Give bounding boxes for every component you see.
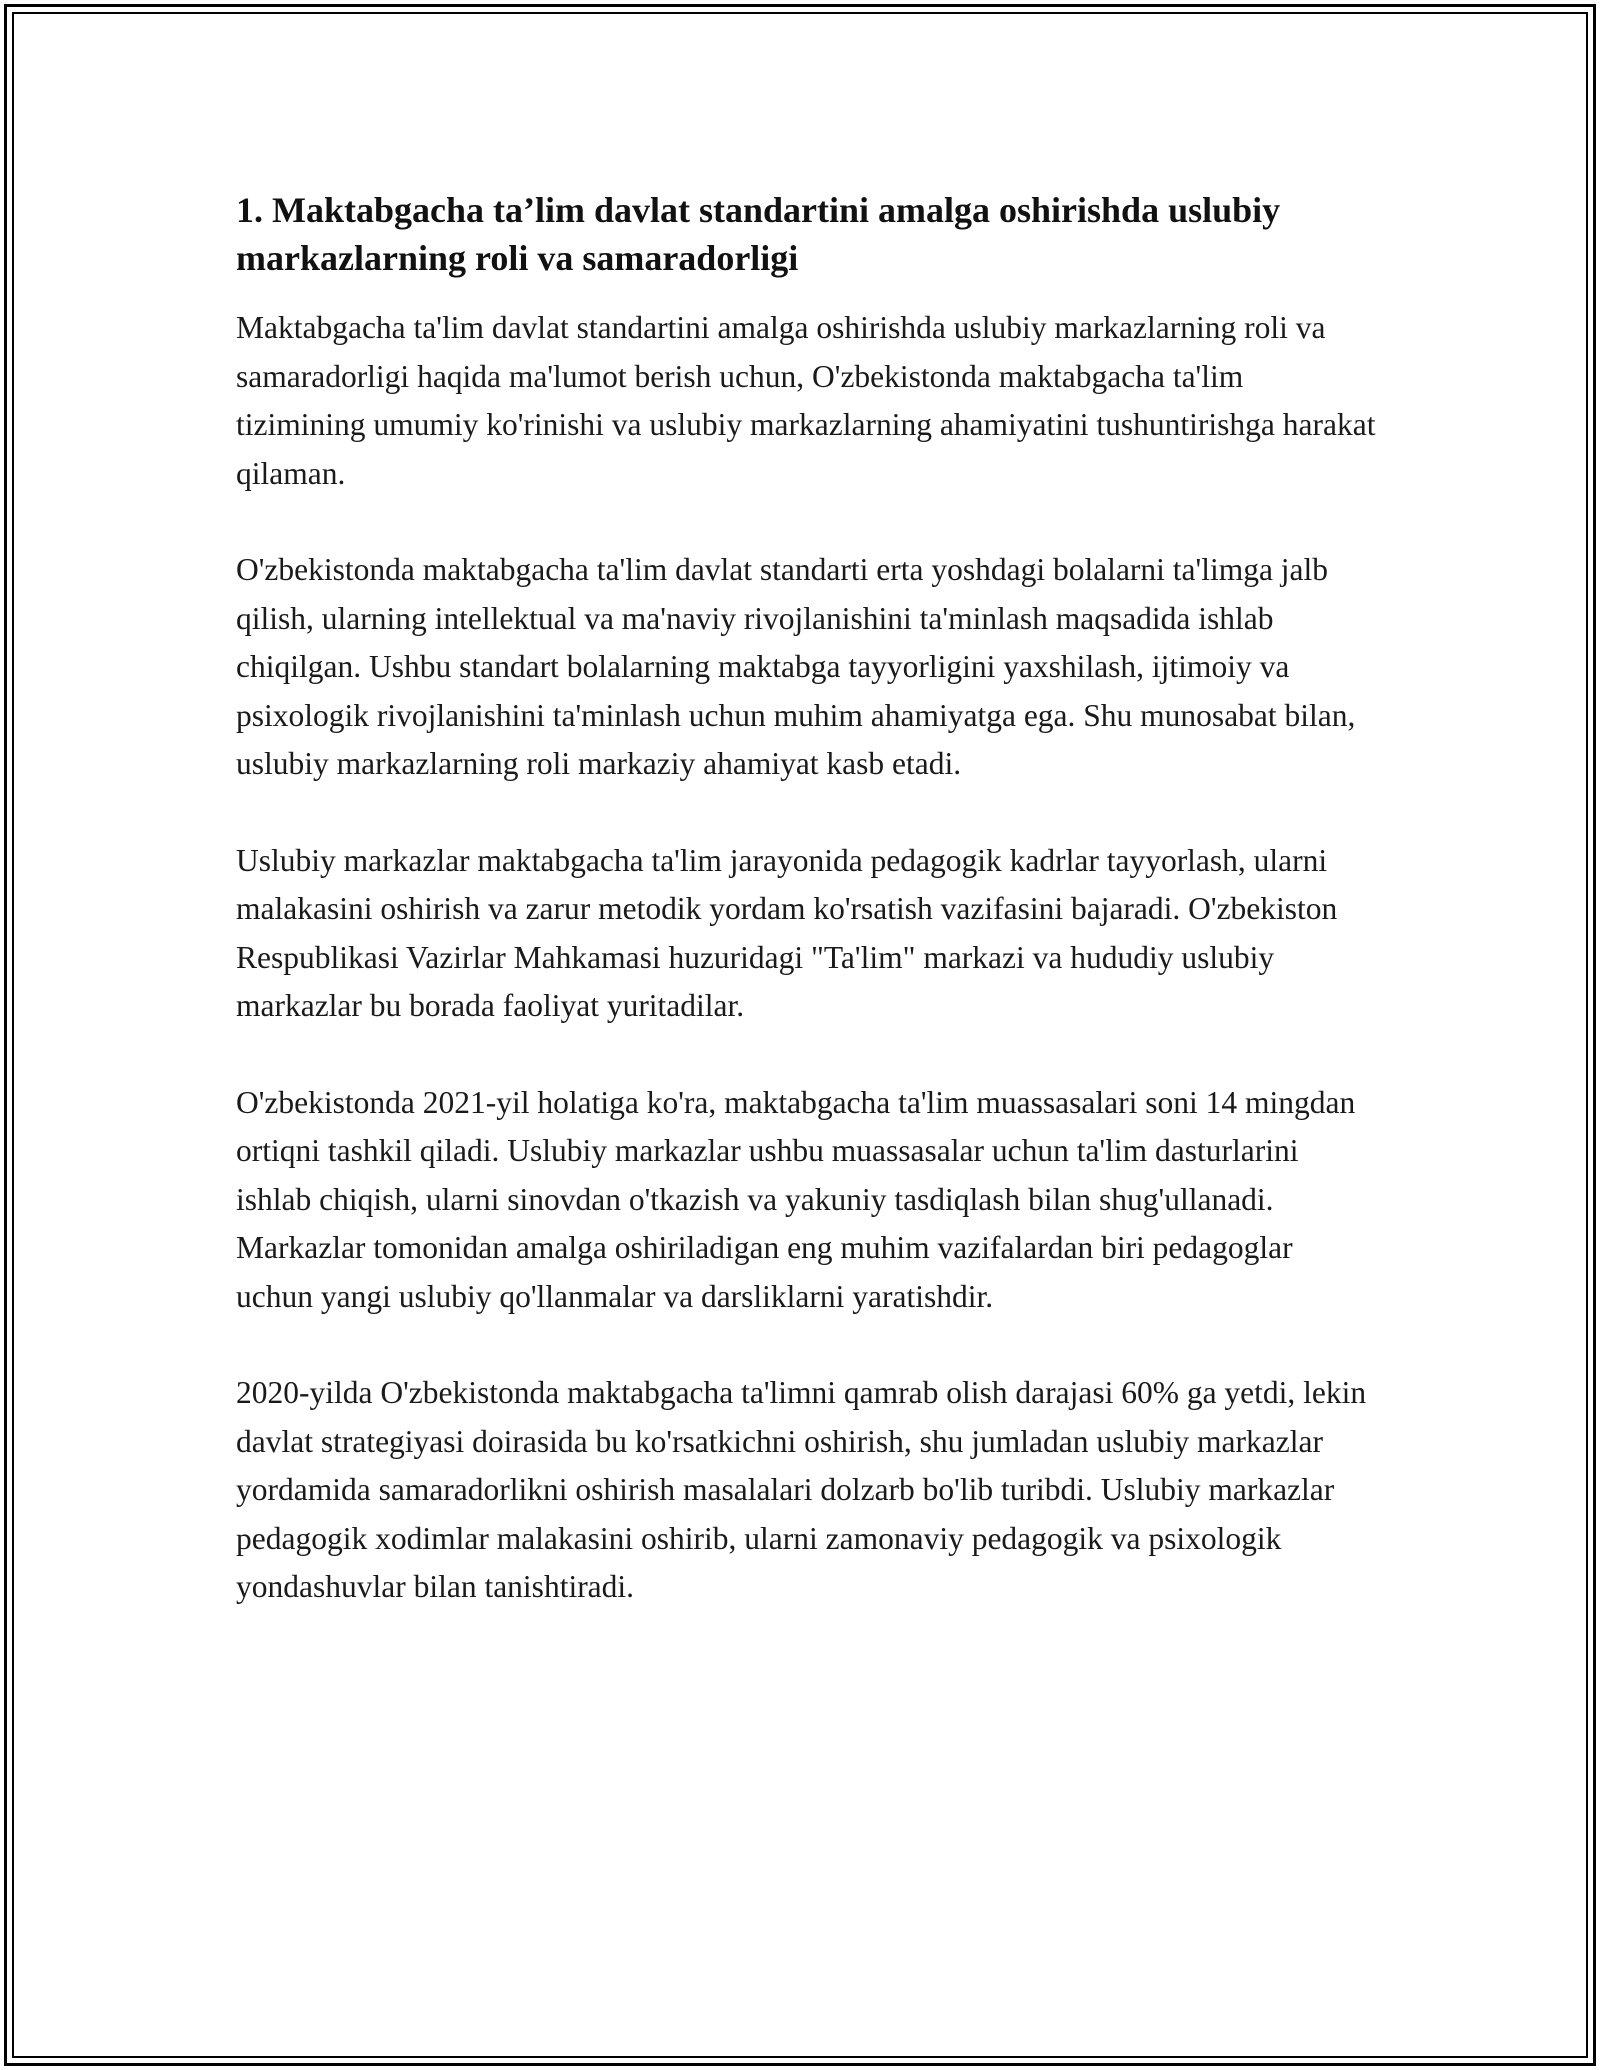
paragraph-intro: Maktabgacha ta'lim davlat standartini amalga oshirishda uslubiy markazlarning roli va samaradorligi haqida ma'lumot berish uchun, O'zbekistonda maktabgacha ta'lim tizimining umumiy ko'rinishi va uslubiy markazlarning ahamiyatini tushuntirishga harakat qilaman. — [236, 310, 1376, 491]
paragraph-centers-role: Uslubiy markazlar maktabgacha ta'lim jarayonida pedagogik kadrlar tayyorlash, ularni malakasini oshirish va zarur metodik yordam ko'rsatish vazifasini bajaradi. O'zbekiston Respublikasi Vazirlar Mahkamasi huzuridagi "Ta'lim" markazi va hududiy uslubiy markazlar bu borada faoliyat yuritadilar. — [236, 842, 1338, 1023]
paragraph-standard: O'zbekistonda maktabgacha ta'lim davlat standarti erta yoshdagi bolalarni ta'limga jalb qilish, ularning intellektual va ma'naviy rivojlanishini ta'minlash maqsadida ishlab chiqilgan. Ushbu standart bolalarning maktabga tayyorligini yaxshilash, ijtimoiy va psixologik rivojlanishini ta'minlash uchun muhim ahamiyatga ega. Shu munosabat bilan, uslubiy markazlarning roli markaziy ahamiyat kasb etadi. — [236, 552, 1356, 781]
paragraph-2021-statistics: O'zbekistonda 2021-yil holatiga ko'ra, maktabgacha ta'lim muassasalari soni 14 mingdan ortiqni tashkil qiladi. Uslubiy markazlar ushbu muassasalar uchun ta'lim dasturlarini ishlab chiqish, ularni sinovdan o'tkazish va yakuniy tasdiqlash bilan shug'ullanadi. Markazlar tomonidan amalga oshiriladigan eng muhim vazifalardan biri pedagoglar uchun yangi uslubiy qo'llanmalar va darsliklarni yaratishdir. — [236, 1084, 1356, 1314]
section-heading: 1. Maktabgacha ta’lim davlat standartini amalga oshirishda uslubiy markazlarning roli va samaradorligi — [236, 190, 1281, 278]
paragraph-2020-coverage: 2020-yilda O'zbekistonda maktabgacha ta'limni qamrab olish darajasi 60% ga yetdi, lekin davlat strategiyasi doirasida bu ko'rsatkichni oshirish, shu jumladan uslubiy markazlar yordamida samaradorlikni oshirish masalalari dolzarb bo'lib turibdi. Uslubiy markazlar pedagogik xodimlar malakasini oshirib, ularni zamonaviy pedagogik va psixologik yondashuvlar bilan tanishtiradi. — [236, 1375, 1367, 1604]
document-body — [236, 186, 1376, 1660]
